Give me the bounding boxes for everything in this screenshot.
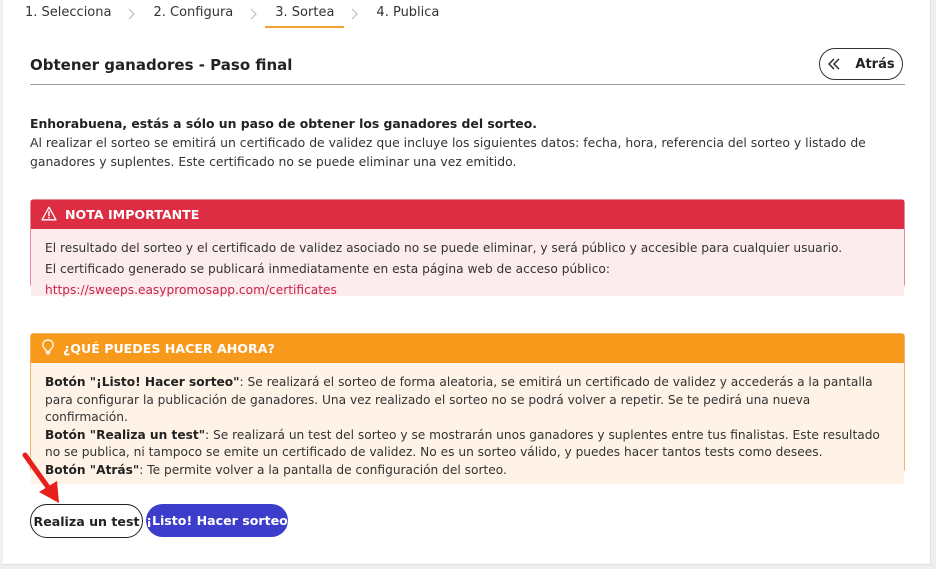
- chevron-right-icon: [344, 8, 366, 20]
- certificates-link[interactable]: https://sweeps.easypromosapp.com/certificates: [45, 283, 337, 297]
- step-selecciona[interactable]: 1. Selecciona: [25, 5, 112, 20]
- intro-text: Al realizar el sorteo se emitirá un certificado de validez que incluye los siguientes datos: fecha, hora, referencia del sorteo y listado de ganadores y suplentes. Este certificado no se puede eliminar una vez emitido.: [30, 135, 866, 169]
- what-now-item-test: [45, 427, 890, 462]
- what-now-body: [31, 363, 904, 484]
- back-button[interactable]: [819, 48, 903, 80]
- what-now-header: [31, 334, 904, 363]
- what-now-item-text: : Se realizará un test del sorteo y se mostrarán unos ganadores y suplentes entre tus finalistas. Este resultado no se publica, ni tampoco se emite un certificado de validez. No es un sorteo válido, y puedes hacer tantos tests como desees.: [45, 427, 880, 459]
- chevron-right-icon: [243, 8, 265, 20]
- important-note-box: [30, 199, 905, 297]
- intro-heading: Enhorabuena, estás a sólo un paso de obtener los ganadores del sorteo.: [30, 116, 537, 131]
- double-chevron-left-icon: [827, 57, 841, 71]
- back-button-label: Atrás: [855, 56, 895, 72]
- what-now-item-text: : Se realizará el sorteo de forma aleatoria, se emitirá un certificado de validez y accederás a la pantalla para configurar la publicación de ganadores. Una vez realizado el sorteo no se podrá volver a repetir. Se te pedirá una nueva confirmación.: [45, 375, 873, 424]
- chevron-right-icon: [121, 8, 143, 20]
- important-note-line1: El resultado del sorteo y el certificado de validez asociado no se puede eliminar, y será público y accesible para cualquier usuario.: [45, 241, 843, 255]
- header-divider: [30, 84, 905, 85]
- important-note-title: NOTA IMPORTANTE: [65, 207, 200, 222]
- warning-triangle-icon: [41, 206, 57, 224]
- step-sortea[interactable]: 3. Sortea: [265, 0, 344, 28]
- lightbulb-icon: [41, 339, 55, 358]
- important-note-header: [31, 200, 904, 229]
- what-now-item-text: : Te permite volver a la pantalla de configuración del sorteo.: [139, 462, 507, 477]
- wizard-stepper: [15, 0, 449, 28]
- what-now-item-run: [45, 374, 890, 427]
- important-note-line2-text: El certificado generado se publicará inmediatamente en esta página web de acceso público:: [45, 262, 610, 276]
- what-now-item-label: Botón "Realiza un test": [45, 427, 206, 442]
- what-now-title: ¿QUÉ PUEDES HACER AHORA?: [63, 341, 275, 356]
- intro-section: [30, 114, 910, 171]
- step-publica[interactable]: 4. Publica: [376, 5, 440, 20]
- step-configura[interactable]: 2. Configura: [153, 5, 234, 20]
- annotation-arrow-icon: [17, 450, 77, 510]
- run-draw-button[interactable]: ¡Listo! Hacer sorteo: [146, 504, 288, 537]
- page-title: Obtener ganadores - Paso final: [30, 56, 293, 74]
- what-now-item-back: [45, 462, 890, 480]
- what-now-item-label: Botón "¡Listo! Hacer sorteo": [45, 375, 240, 389]
- run-test-button[interactable]: Realiza un test: [30, 504, 143, 538]
- what-now-box: [30, 333, 905, 477]
- important-note-body: [31, 229, 904, 296]
- what-now-item-label: Botón "Atrás": [45, 462, 140, 477]
- important-note-line2: [45, 259, 890, 301]
- main-panel: [3, 0, 931, 565]
